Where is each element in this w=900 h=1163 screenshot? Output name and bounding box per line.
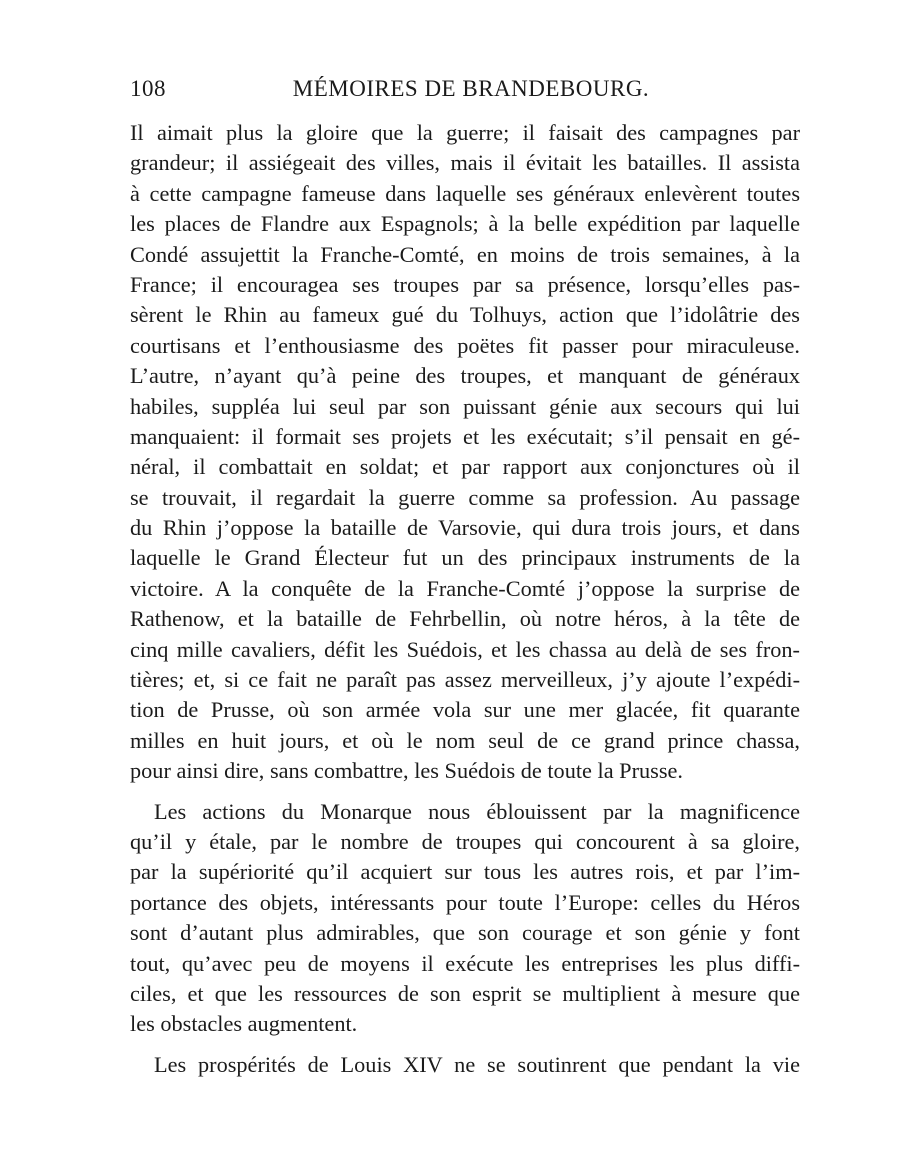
text-line: pour ainsi dire, sans combattre, les Suédois de toute la Prusse.	[130, 758, 683, 784]
paragraph-1	[130, 118, 800, 787]
text-line: du Rhin j’oppose la bataille de Varsovie, qui dura trois jours, et dans	[130, 515, 800, 541]
running-head	[130, 76, 800, 108]
page-number: 108	[130, 76, 166, 101]
paragraph-3	[130, 1050, 800, 1080]
running-title: MÉMOIRES DE BRANDEBOURG.	[292, 76, 650, 101]
text-line: à cette campagne fameuse dans laquelle ses généraux enlevèrent toutes	[130, 180, 800, 206]
text-line: courtisans et l’enthousiasme des poëtes fit passer pour miraculeuse.	[130, 332, 800, 358]
text-line: qu’il y étale, par le nombre de troupes qui concourent à sa gloire,	[130, 828, 800, 854]
text-line: habiles, suppléa lui seul par son puissant génie aux secours qui lui	[130, 393, 800, 419]
text-line: se trouvait, il regardait la guerre comme sa profession. Au passage	[130, 484, 800, 510]
text-line: tout, qu’avec peu de moyens il exécute les entreprises les plus diffi-	[130, 950, 800, 976]
text-line: tion de Prusse, où son armée vola sur une mer glacée, fit quarante	[130, 697, 800, 723]
text-line: grandeur; il assiégeait des villes, mais il évitait les batailles. Il assista	[130, 150, 800, 176]
text-line: manquaient: il formait ses projets et les exécutait; s’il pensait en gé-	[130, 423, 800, 449]
text-line: ciles, et que les ressources de son esprit se multiplient à mesure que	[130, 980, 800, 1006]
paragraph-spacer	[130, 1040, 800, 1050]
text-line: tières; et, si ce fait ne paraît pas assez merveilleux, j’y ajoute l’expédi-	[130, 667, 800, 693]
text-line: sèrent le Rhin au fameux gué du Tolhuys, action que l’idolâtrie des	[130, 302, 800, 328]
text-line: L’autre, n’ayant qu’à peine des troupes, et manquant de généraux	[130, 363, 800, 389]
text-line: néral, il combattait en soldat; et par rapport aux conjonctures où il	[130, 454, 800, 480]
text-line: sont d’autant plus admirables, que son courage et son génie y font	[130, 920, 800, 946]
text-line: Il aimait plus la gloire que la guerre; il faisait des campagnes par	[130, 120, 800, 145]
text-line: victoire. A la conquête de la Franche-Comté j’oppose la surprise de	[130, 575, 800, 601]
text-line: portance des objets, intéressants pour toute l’Europe: celles du Héros	[130, 889, 800, 915]
text-line: les obstacles augmentent.	[130, 1011, 358, 1037]
paragraph-spacer	[130, 787, 800, 797]
text-line: laquelle le Grand Électeur fut un des principaux instruments de la	[130, 545, 800, 571]
text-line: Les actions du Monarque nous éblouissent par la magnificence	[154, 798, 800, 824]
text-line: Rathenow, et la bataille de Fehrbellin, où notre héros, à la tête de	[130, 606, 800, 632]
text-line: Les prospérités de Louis XIV ne se soutinrent que pendant la vie	[154, 1051, 800, 1077]
body-text	[130, 118, 800, 1080]
text-line: cinq mille cavaliers, défit les Suédois, et les chassa au delà de ses fron-	[130, 636, 800, 662]
text-line: les places de Flandre aux Espagnols; à la belle expédition par laquelle	[130, 211, 800, 237]
paragraph-2	[130, 797, 800, 1040]
text-line: France; il encouragea ses troupes par sa présence, lorsqu’elles pas-	[130, 271, 800, 297]
text-line: par la supériorité qu’il acquiert sur tous les autres rois, et par l’im-	[130, 859, 800, 885]
text-line: Condé assujettit la Franche-Comté, en moins de trois semaines, à la	[130, 241, 800, 267]
text-line: milles en huit jours, et où le nom seul de ce grand prince chassa,	[130, 727, 800, 753]
